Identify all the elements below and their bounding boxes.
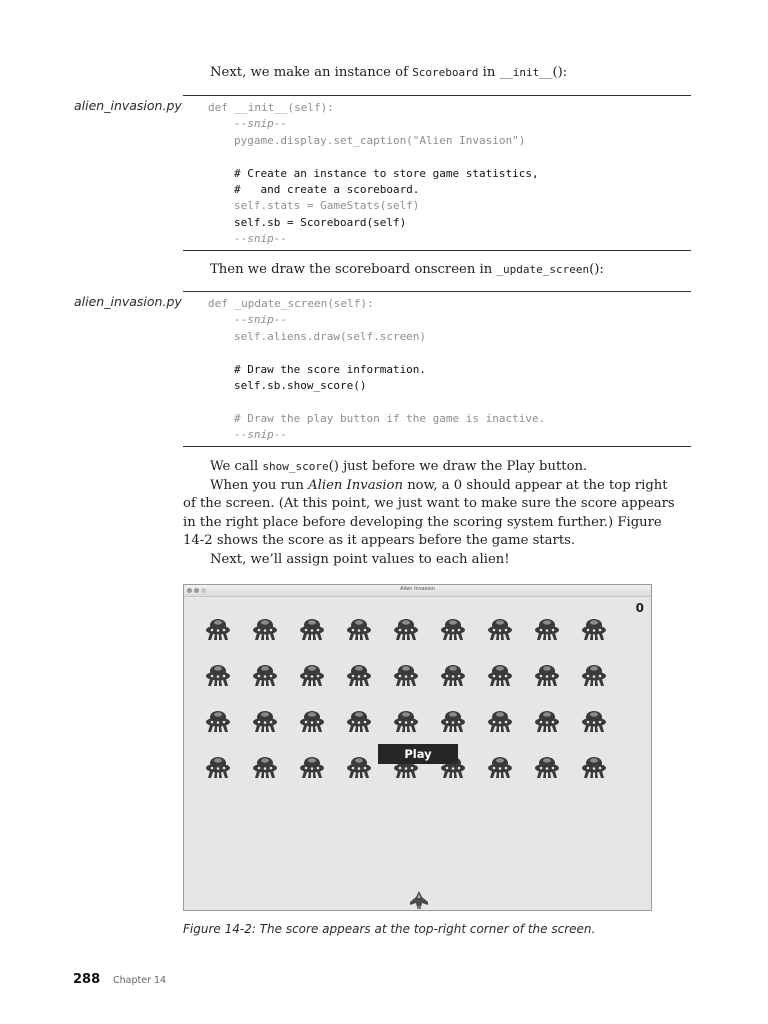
ufo-alien-icon [393, 662, 419, 688]
inline-code: _update_screen [496, 263, 590, 276]
ufo-alien-icon [252, 662, 278, 688]
body-text [183, 458, 683, 569]
ufo-alien-icon [252, 754, 278, 780]
code-line [208, 149, 691, 165]
code-line: def __init__(self): [208, 101, 334, 114]
window-title: Alien Invasion [400, 586, 435, 592]
code-line: # Draw the score information. [234, 362, 427, 376]
intro-paragraph-1: Next, we make an instance of Scoreboard in __init__(): [210, 65, 568, 80]
ufo-alien-icon [299, 662, 325, 688]
ufo-alien-icon [346, 662, 372, 688]
ufo-alien-icon [440, 708, 466, 734]
code-line: self.aliens.draw(self.screen) [234, 329, 427, 343]
code-line: --snip-- [234, 117, 287, 131]
intro-paragraph-2: Then we draw the scoreboard onscreen in _update_screen(): [210, 262, 604, 277]
ufo-alien-icon [205, 616, 231, 642]
ufo-alien-icon [581, 662, 607, 688]
ufo-alien-icon [299, 616, 325, 642]
ufo-alien-icon [581, 708, 607, 734]
game-screenshot-figure [183, 584, 652, 911]
ufo-alien-icon [252, 708, 278, 734]
ufo-alien-icon [393, 616, 419, 642]
code-line: self.sb = Scoreboard(self) [234, 215, 407, 229]
ufo-alien-icon [252, 616, 278, 642]
code-line: --snip-- [234, 313, 287, 327]
code-line: self.sb.show_score() [234, 378, 367, 392]
ufo-alien-icon [534, 662, 560, 688]
figure-caption: Figure 14-2: The score appears at the top-right corner of the screen. [183, 922, 596, 936]
code-listing-update-screen [183, 291, 691, 447]
ufo-alien-icon [299, 708, 325, 734]
code-line: --snip-- [234, 428, 287, 442]
ufo-alien-icon [393, 708, 419, 734]
ufo-alien-icon [581, 754, 607, 780]
code-line: self.stats = GameStats(self) [234, 199, 420, 213]
ufo-alien-icon [534, 754, 560, 780]
code-line: # Create an instance to store game statistics, [234, 166, 539, 180]
code-line: pygame.display.set_caption("Alien Invasion") [234, 133, 526, 147]
paragraph: Next, we’ll assign point values to each alien! [210, 551, 510, 567]
ufo-alien-icon [346, 616, 372, 642]
play-button[interactable]: Play [378, 744, 458, 764]
code-line: --snip-- [234, 232, 287, 246]
ufo-alien-icon [440, 616, 466, 642]
code-line [208, 345, 691, 361]
ufo-alien-icon [440, 662, 466, 688]
ufo-alien-icon [534, 708, 560, 734]
ufo-alien-icon [205, 754, 231, 780]
ufo-alien-icon [205, 662, 231, 688]
inline-code: show_score [262, 460, 329, 473]
code-line: # Draw the play button if the game is inactive. [234, 411, 546, 425]
paragraph: When you run Alien Invasion now, a 0 should appear at the top right of the screen. (At this point, we just want to make sure the score appears in the right place before developing the scoring system further.) Figure 14-2 shows the score as it appears before the game starts. [183, 477, 675, 548]
inline-code: __init__ [499, 66, 553, 79]
code-listing-init [183, 95, 691, 251]
code-line: def _update_screen(self): [208, 297, 374, 310]
ufo-alien-icon [299, 754, 325, 780]
code-filename-label: alien_invasion.py [74, 98, 182, 113]
code-line [208, 394, 691, 410]
code-filename-label: alien_invasion.py [74, 294, 182, 309]
ufo-alien-icon [346, 708, 372, 734]
paragraph: We call show_score() just before we draw the Play button. [210, 459, 588, 474]
ufo-alien-icon [487, 754, 513, 780]
code-line: # and create a scoreboard. [234, 182, 420, 196]
ufo-alien-icon [581, 616, 607, 642]
chapter-label: Chapter 14 [113, 975, 167, 986]
ufo-alien-icon [487, 662, 513, 688]
ufo-alien-icon [205, 708, 231, 734]
ufo-alien-icon [487, 708, 513, 734]
rocket-ship-icon [406, 890, 432, 910]
score-display: 0 [635, 601, 644, 615]
ufo-alien-icon [487, 616, 513, 642]
ufo-alien-icon [346, 754, 372, 780]
ufo-alien-icon [534, 616, 560, 642]
inline-code: Scoreboard [412, 66, 479, 79]
page-number: 288 [73, 972, 101, 987]
